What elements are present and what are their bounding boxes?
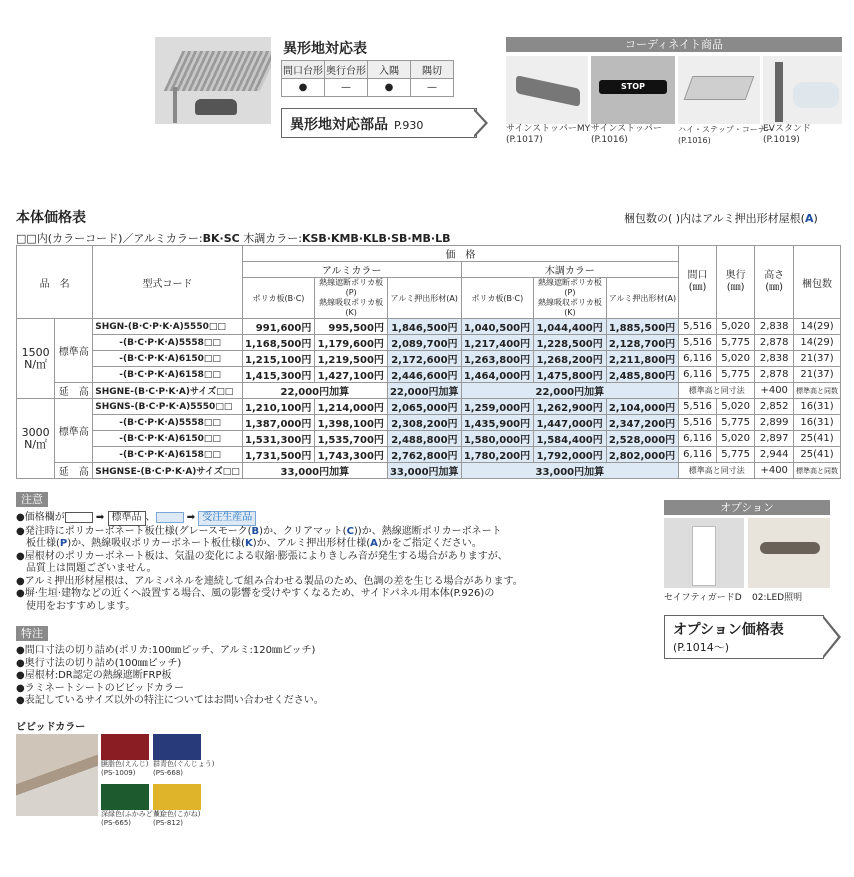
irregular-parts-link[interactable]: 異形地対応部品 P.930 (281, 108, 477, 138)
option-price-link[interactable]: オプション価格表 (P.1014〜) (664, 615, 824, 659)
swatch-kogane: 黄金色(こがね) (PS-812) (153, 784, 201, 828)
table-row: 3000 N/㎡ 標準高 SHGNS-(B·C·P·K·A)5550□□ 1,210,100円 1,214,000円 2,065,000円 1,259,000円 1,262,900円 2,104,000円 5,516 5,020 2,852 16(31) (17, 399, 841, 415)
led-light-image (748, 518, 830, 588)
color-note: □□内(カラーコード)／アルミカラー:BK·SC 木調カラー:KSB·KMB·KLB·SB·MB·LB (16, 232, 451, 245)
table-row: -(B·C·P·K·A)6150□□ 1,531,300円 1,535,700円 2,488,800円 1,580,000円 1,584,400円 2,528,000円 6,116 5,020 2,897 25(41) (17, 431, 841, 447)
notes-label: 注意 (16, 492, 48, 507)
sign-stopper-my-image (506, 56, 588, 124)
page-title: 本体価格表 (16, 210, 86, 226)
vivid-title: ビビッドカラー (16, 722, 86, 733)
notes-list: ●価格欄が ➡ 標準品 、 ➡ 受注生産品 ●発注時にポリカーボネート板仕様(グレースモーク(B)か、クリアマット(C))か、熱線遮断ポリカーボネート 板仕様(P)か、熱線吸収ポリカーボネート板仕様(K)か、アルミ押出形材仕様(A)かをご指定ください。 ●屋根材のポリカーボネート板は、気温の変化による収縮·膨張によりきしみ音が発生する場合がありますが、 品質上は問題ございません。 ●アルミ押出形材屋根は、アルミパネルを連続して組み合わせる製品のため、色調の差を生じる場合があります。 ●塀·生垣·建物などの近くへ設置する場合、風の影響を受けやすくなるため、サイドパネル用本体(P.926)の 使用をおすすめします。 (16, 512, 523, 612)
safety-guard-image (664, 518, 744, 588)
table-row: -(B·C·P·K·A)6150□□ 1,215,100円 1,219,500円 2,172,600円 1,263,800円 1,268,200円 2,211,800円 6,116 5,020 2,838 21(37) (17, 351, 841, 367)
swatch-enji: 臙脂色(えんじ) (PS-1009) (101, 734, 149, 778)
pack-note: 梱包数の( )内はアルミ押出形材屋根(A) (624, 212, 818, 225)
table-row: -(B·C·P·K·A)6158□□ 1,731,500円 1,743,300円 2,762,800円 1,780,200円 1,792,000円 2,802,000円 6,116 5,775 2,944 25(41) (17, 447, 841, 463)
swatch-gunjo: 群青色(ぐんじょう) (PS-668) (153, 734, 214, 778)
high-step-corner-image (678, 56, 760, 124)
price-table: 品 名 型式コード 価 格 間口 (㎜) 奥行 (㎜) 高さ (㎜) 梱包数 アルミカラー 木調カラー ポリカ板(B·C) 熱線遮断ポリカ板(P) 熱線吸収ポリカ板(K) アルミ押出形材(A) ポリカ板(B·C) 熱線遮断ポリカ板(P) 熱線吸収ポリカ板(K) アルミ押出形材(A) 1500 N/㎡ 標準高 SHGN-(B·C·P·K·A)5550□□ 991,600円 995,500円 1,846,500円 1,040,500円 1,044,400円 1,885,500円 5,516 5,020 2,838 14(29) -(B·C·P·K·A)5558□□ 1,168,500円 1,179,600円 2,089,700円 1,217,400円 1,228,500円 2,128,700円 5,516 5,775 2,878 14(29) -(B·C·P·K·A)6150□□ 1,215,100円 1,219,500円 2,172,600円 1,263,800円 1,268,200円 2,211,800円 6,116 5,020 2,838 21(37) -(B·C·P·K·A)6158□□ 1,415,300円 1,427,100円 2,446,600円 1,464,000円 1,475,800円 2,485,800円 6,116 5,775 2,878 21(37) 延 高 SHGNE-(B·C·P·K·A)サイズ□□ 22,000円加算 22,000円加算 22,000円加算 標準高と同寸法 +400 標準高と同数 3000 N/㎡ 標準高 SHGNS-(B·C·P·K·A)5550□□ 1,210,100円 1,214,000円 2,065,000円 1,259,000円 1,262,900円 2,104,000円 5,516 5,020 2,852 16(31) -(B·C·P·K·A)5558□□ 1,387,000円 1,398,100円 2,308,200円 1,435,900円 1,447,000円 2,347,200円 5,516 5,775 2,899 16(31) -(B·C·P·K·A)6150□□ 1,531,300円 1,535,700円 2,488,800円 1,580,000円 1,584,400円 2,528,000円 6,116 5,020 2,897 25(41) -(B·C·P·K·A)6158□□ 1,731,500円 1,743,300円 2,762,800円 1,780,200円 1,792,000円 2,802,000円 6,116 5,775 2,944 25(41) 延 高 SHGNSE-(B·C·P·K·A)サイズ□□ 33,000円加算 33,000円加算 33,000円加算 標準高と同寸法 +400 標準高と同数 (16, 245, 841, 479)
option-header: オプション (664, 500, 830, 515)
sign-stopper-image: STOP (591, 56, 675, 124)
table-row: -(B·C·P·K·A)6158□□ 1,415,300円 1,427,100円 2,446,600円 1,464,000円 1,475,800円 2,485,800円 6,116 5,775 2,878 21(37) (17, 367, 841, 383)
special-list: ●間口寸法の切り詰め(ポリカ:100㎜ピッチ、アルミ:120㎜ピッチ) ●奥行寸法の切り詰め(100㎜ピッチ) ●屋根材:DR認定の熱線遮断FRP板 ●ラミネートシートのビビッドカラー ●表記しているサイズ以外の特注についてはお問い合わせください。 (16, 645, 324, 706)
table-row-extension: 延 高 SHGNE-(B·C·P·K·A)サイズ□□ 22,000円加算 22,000円加算 22,000円加算 標準高と同寸法 +400 標準高と同数 (17, 383, 841, 399)
carport-photo (155, 37, 271, 124)
col-price: 価 格 (242, 246, 678, 262)
table-row: 1500 N/㎡ 標準高 SHGN-(B·C·P·K·A)5550□□ 991,600円 995,500円 1,846,500円 1,040,500円 1,044,400円 1,885,500円 5,516 5,020 2,838 14(29) (17, 319, 841, 335)
table-row-extension: 延 高 SHGNSE-(B·C·P·K·A)サイズ□□ 33,000円加算 33,000円加算 33,000円加算 標準高と同寸法 +400 標準高と同数 (17, 463, 841, 479)
irregular-table: 間口台形 奥行台形 入隅 隅切 ● — ● — (281, 60, 454, 97)
vivid-photo (16, 734, 98, 816)
col-name: 品 名 (17, 246, 93, 319)
coordinate-header: コーディネイト商品 (506, 37, 842, 52)
table-row: -(B·C·P·K·A)5558□□ 1,387,000円 1,398,100円 2,308,200円 1,435,900円 1,447,000円 2,347,200円 5,516 5,775 2,899 16(31) (17, 415, 841, 431)
special-label: 特注 (16, 626, 48, 641)
ev-stand-image (763, 56, 842, 124)
table-row: -(B·C·P·K·A)5558□□ 1,168,500円 1,179,600円 2,089,700円 1,217,400円 1,228,500円 2,128,700円 5,516 5,775 2,878 14(29) (17, 335, 841, 351)
irregular-title: 異形地対応表 (283, 41, 367, 57)
col-code: 型式コード (93, 246, 243, 319)
swatch-fukamidori: 深緑色(ふかみどり) (PS-665) (101, 784, 162, 828)
